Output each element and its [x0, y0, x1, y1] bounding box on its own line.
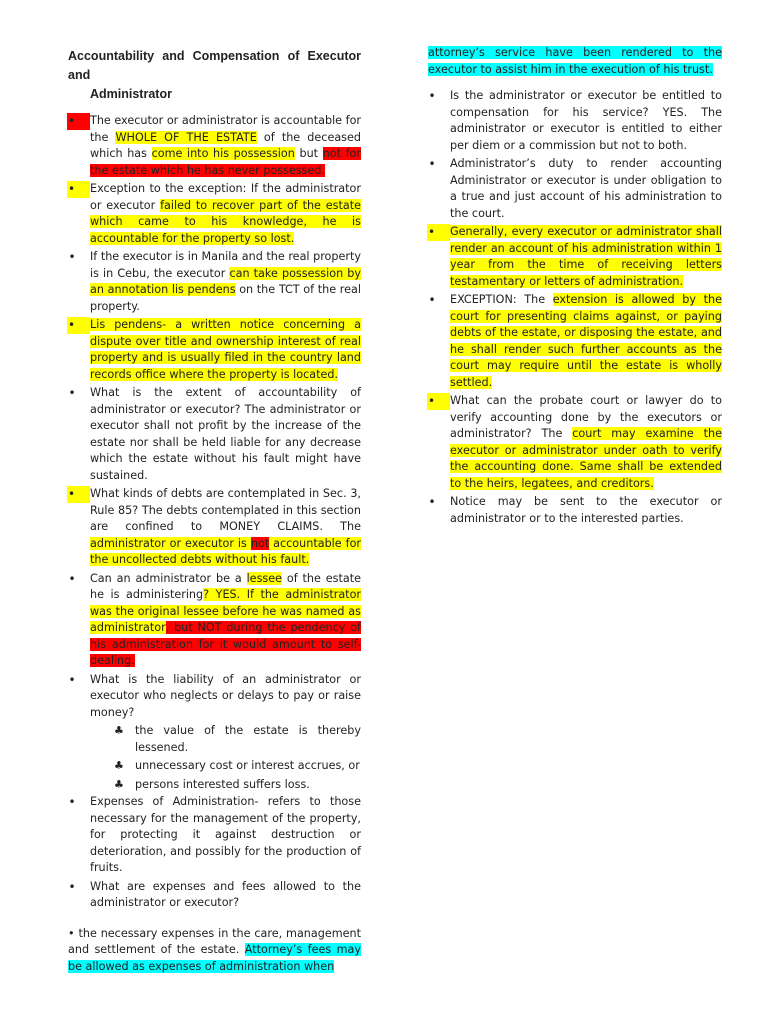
list-item: [68, 486, 361, 569]
list-item: [68, 385, 361, 484]
text-segment: not: [250, 536, 270, 550]
bullet-icon: •: [67, 113, 90, 130]
list-item: [68, 317, 361, 383]
left-bullet-list: [68, 113, 361, 721]
title-line-1: Accountability and Compensation of Executor and: [68, 49, 361, 82]
list-item: [428, 393, 722, 492]
closing-paragraph: [68, 926, 361, 976]
page-title: [68, 47, 361, 104]
left-column: [68, 0, 361, 975]
sub-list-item: [68, 758, 361, 775]
text-segment: accountable for the uncollected debts without his fault.: [90, 536, 362, 566]
text-segment: lessee: [246, 571, 282, 585]
text-segment: ? YES. If the administrator was the original lessee before he was named as administrator: [90, 588, 362, 634]
club-bullet-icon: ♣: [114, 724, 124, 737]
text-segment: Can an administrator be a: [90, 571, 247, 585]
text-segment: Attorney’s fees may be allowed as expenses of administration when: [68, 943, 361, 973]
text-segment: failed to recover part of the estate which came to his knowledge, he is accountable for the property so lost.: [90, 198, 361, 245]
text-segment: administrator or executor is: [90, 536, 251, 550]
text-segment: Lis pendens- a written notice concerning a dispute over title and ownership interest of real property and is usually filed in the country land records office where the property is located.: [90, 318, 361, 381]
list-item: [428, 494, 722, 527]
bullet-icon: •: [68, 672, 76, 687]
sub-list-item: [68, 723, 361, 756]
list-item: [428, 156, 722, 222]
bullet-icon: •: [68, 879, 76, 894]
text-segment: Exception to the exception: If the administrator or executor: [90, 182, 361, 212]
text-segment: but: [294, 147, 323, 160]
continuation-paragraph: [428, 45, 722, 78]
bullet-icon: •: [428, 495, 436, 509]
list-item: [428, 224, 722, 290]
bullet-icon: •: [68, 250, 76, 264]
club-bullet-icon: ♣: [114, 777, 124, 791]
text-segment: What is the extent of accountability of administrator or executor? The administrator or executor shall not profit by the increase of the estate nor shall be held liable for any decrease which the estate without his fault might have sustained.: [90, 386, 361, 482]
left-bullet-list-2: [68, 794, 361, 912]
text-segment: of the deceased which has: [90, 130, 361, 160]
text-segment: attorney’s service have been rendered to the executor to assist him in the execution of his trust.: [428, 46, 722, 76]
bullet-icon: •: [67, 181, 90, 198]
text-segment: come into his possession: [151, 147, 295, 160]
bullet-icon: •: [428, 293, 436, 307]
list-item: [428, 88, 722, 154]
text-segment: extension is allowed by the court for presenting claims against, or paying debts of the estate, or disposing the estate, and he shall render such further accounts as the court may require until the estate is wholly settled.: [450, 293, 722, 389]
sub-list-text: unnecessary cost or interest accrues, or: [135, 759, 360, 772]
list-item: [68, 113, 361, 179]
list-item: [68, 181, 361, 247]
bullet-icon: •: [68, 571, 76, 586]
text-segment: can take possession by an annotation lis pendens: [90, 266, 361, 296]
list-item: [68, 571, 361, 670]
text-segment: Is the administrator or executor be entitled to compensation for his service? YES. The administrator or executor is entitled to either per diem or a commission but not to both.: [450, 89, 722, 152]
title-line-2: Administrator: [90, 87, 172, 101]
text-segment: court may examine the executor or administrator under oath to verify the accounting done. Same shall be extended to the heirs, legatees, and creditors.: [450, 427, 722, 490]
bullet-icon: •: [427, 224, 450, 241]
club-bullet-icon: ♣: [114, 759, 124, 772]
bullet-icon: •: [67, 317, 90, 334]
bullet-icon: •: [68, 386, 76, 400]
sub-list-text: the value of the estate is thereby lessened.: [135, 724, 361, 754]
text-segment: WHOLE OF THE ESTATE: [115, 130, 257, 144]
text-segment: administrator shall render an account of his administration within 1 year from the time of receiving letters testamentary or letters of administration.: [450, 225, 722, 288]
text-segment: of the estate he is administering: [90, 571, 361, 601]
list-item: [68, 672, 361, 722]
text-segment: What can the probate court or lawyer do to verify accounting done by the executors or administrator? The: [450, 394, 722, 440]
text-segment: What are expenses and fees allowed to the administrator or executor?: [90, 879, 361, 909]
bullet-icon: •: [68, 795, 76, 809]
text-segment: • the necessary expenses in the care, management and settlement of the estate.: [68, 926, 361, 956]
text-segment: Administrator’s duty to render accounting Administrator or executor is under obligation to a true and just account of his administration to the court.: [450, 157, 722, 220]
bullet-icon: •: [67, 486, 90, 503]
right-column: [428, 0, 722, 527]
list-item: [68, 794, 361, 877]
bullet-icon: •: [427, 393, 450, 410]
text-segment: What kinds of debts are contemplated in Sec. 3, Rule 85? The debts contemplated in this section are confined to MONEY CLAIMS. The: [90, 487, 361, 533]
text-segment: Notice may be sent to the executor or administrator or to the interested parties.: [450, 495, 722, 525]
text-segment: on the TCT of the real property.: [90, 283, 361, 313]
text-segment: Expenses of Administration- refers to those necessary for the management of the property, for protecting it against destruction or deterioration, and possibly for the production of fruits.: [90, 795, 361, 874]
text-segment: not for the estate which he has never possessed.: [90, 147, 361, 177]
text-segment: The executor or administrator is accountable for the: [90, 114, 362, 144]
club-sub-list: [68, 723, 361, 793]
right-bullet-list: [428, 88, 722, 527]
list-item: [68, 879, 361, 912]
text-segment: Generally, every executor or: [450, 225, 617, 238]
sub-list-text: persons interested suffers loss.: [135, 777, 310, 791]
bullet-icon: •: [428, 89, 436, 103]
bullet-icon: •: [428, 157, 436, 171]
text-segment: , but NOT during the pendency of his administration for it would amount to self-dealing.: [90, 621, 361, 667]
list-item: [68, 249, 361, 315]
list-item: [428, 292, 722, 391]
sub-list-item: [68, 777, 361, 794]
text-segment: What is the liability of an administrator or executor who neglects or delays to pay or raise money?: [90, 672, 361, 719]
text-segment: If the executor is in Manila and the real property is in Cebu, the executor: [90, 250, 361, 280]
text-segment: EXCEPTION: The: [450, 293, 553, 306]
